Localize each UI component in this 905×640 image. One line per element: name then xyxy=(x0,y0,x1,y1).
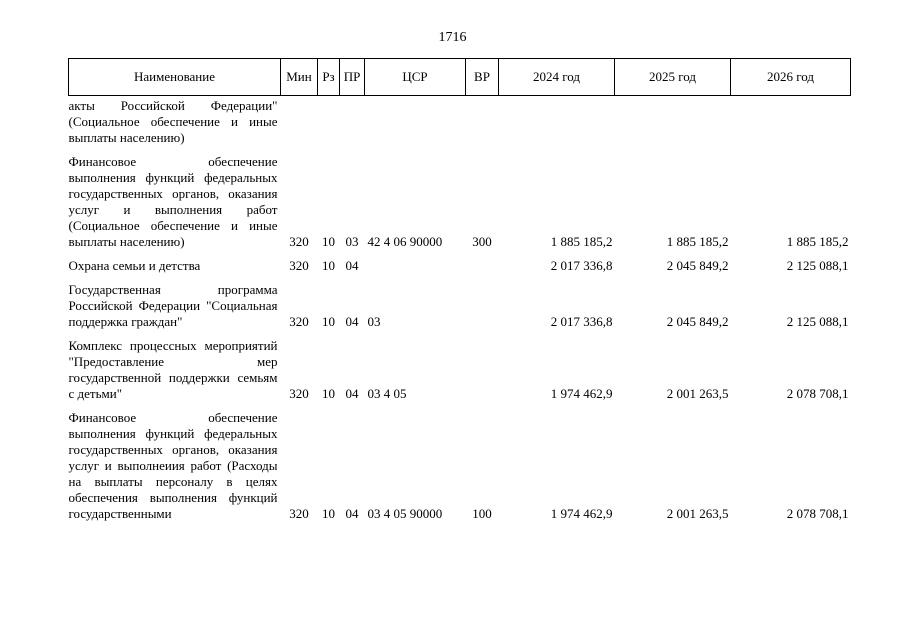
row-2024 xyxy=(499,96,615,147)
row-name: акты Российской Федерации" (Социальное обеспечение и иные выплаты населению) xyxy=(68,98,278,145)
table-header xyxy=(69,59,851,96)
row-csr: 03 4 05 90000 xyxy=(367,506,443,521)
row-pr: 04 xyxy=(345,386,359,401)
row-pr xyxy=(340,96,365,147)
row-2024: 1 885 185,2 xyxy=(550,234,613,249)
header-vr: ВР xyxy=(466,59,499,96)
row-2025: 2 045 849,2 xyxy=(666,314,729,329)
page-number: 1716 xyxy=(438,30,467,45)
table-row xyxy=(69,402,851,522)
row-csr xyxy=(365,96,466,147)
row-pr: 04 xyxy=(345,258,359,273)
row-name: Комплекс процессных мероприятий "Предоставление мер государственной поддержки семьям с детьми" xyxy=(68,338,278,401)
row-2026 xyxy=(731,96,851,147)
row-min: 320 xyxy=(289,258,309,273)
row-vr xyxy=(466,330,499,402)
row-vr xyxy=(466,96,499,147)
row-rz xyxy=(318,96,340,147)
row-csr: 03 xyxy=(367,314,381,329)
row-2024: 2 017 336,8 xyxy=(550,314,613,329)
row-2026: 2 125 088,1 xyxy=(786,314,849,329)
row-min xyxy=(281,96,318,147)
row-2024: 1 974 462,9 xyxy=(550,506,613,521)
row-2025: 2 001 263,5 xyxy=(666,506,729,521)
row-csr: 03 4 05 xyxy=(367,386,407,401)
row-min: 320 xyxy=(289,314,309,329)
row-vr: 300 xyxy=(472,234,492,249)
table-row xyxy=(69,146,851,250)
row-min: 320 xyxy=(289,234,309,249)
header-2026: 2026 год xyxy=(731,59,851,96)
row-2024: 2 017 336,8 xyxy=(550,258,613,273)
budget-table xyxy=(68,58,851,522)
row-vr xyxy=(466,250,499,274)
row-rz: 10 xyxy=(322,386,335,401)
row-2026: 2 078 708,1 xyxy=(786,506,849,521)
row-2026: 2 125 088,1 xyxy=(786,258,849,273)
table-row xyxy=(69,96,851,147)
row-rz: 10 xyxy=(322,314,335,329)
row-pr: 03 xyxy=(345,234,359,249)
row-name: Финансовое обеспечение выполнения функций федеральных государственных органов, оказания услуг и выполнеиия работ (Расходы на выплаты персоналу в целях обеспечения выполнения функций государственными xyxy=(68,410,278,521)
row-csr: 42 4 06 90000 xyxy=(367,234,443,249)
row-min: 320 xyxy=(289,386,309,401)
header-rz: Рз xyxy=(318,59,340,96)
header-csr: ЦСР xyxy=(365,59,466,96)
row-rz: 10 xyxy=(322,234,335,249)
row-2025: 1 885 185,2 xyxy=(666,234,729,249)
header-2024: 2024 год xyxy=(499,59,615,96)
row-2026: 1 885 185,2 xyxy=(786,234,849,249)
row-rz: 10 xyxy=(322,506,335,521)
row-name: Охрана семьи и детства xyxy=(68,258,201,273)
header-2025: 2025 год xyxy=(615,59,731,96)
header-min: Мин xyxy=(281,59,318,96)
table-row xyxy=(69,250,851,274)
row-2025: 2 001 263,5 xyxy=(666,386,729,401)
row-2025 xyxy=(615,96,731,147)
row-rz: 10 xyxy=(322,258,335,273)
row-2024: 1 974 462,9 xyxy=(550,386,613,401)
row-name: Финансовое обеспечение выполнения функций федеральных государственных органов, оказания услуг и выполнения работ (Социальное обеспечение и иные выплаты населению) xyxy=(68,154,278,249)
row-vr: 100 xyxy=(472,506,492,521)
row-vr xyxy=(466,274,499,330)
header-pr: ПР xyxy=(340,59,365,96)
table-row xyxy=(69,330,851,402)
row-2025: 2 045 849,2 xyxy=(666,258,729,273)
row-pr: 04 xyxy=(345,314,359,329)
row-min: 320 xyxy=(289,506,309,521)
row-2026: 2 078 708,1 xyxy=(786,386,849,401)
table-row xyxy=(69,274,851,330)
header-name: Наименование xyxy=(69,59,281,96)
row-pr: 04 xyxy=(345,506,359,521)
row-csr xyxy=(365,250,466,274)
row-name: Государственная программа Российской Федерации "Социальная поддержка граждан" xyxy=(68,282,278,329)
